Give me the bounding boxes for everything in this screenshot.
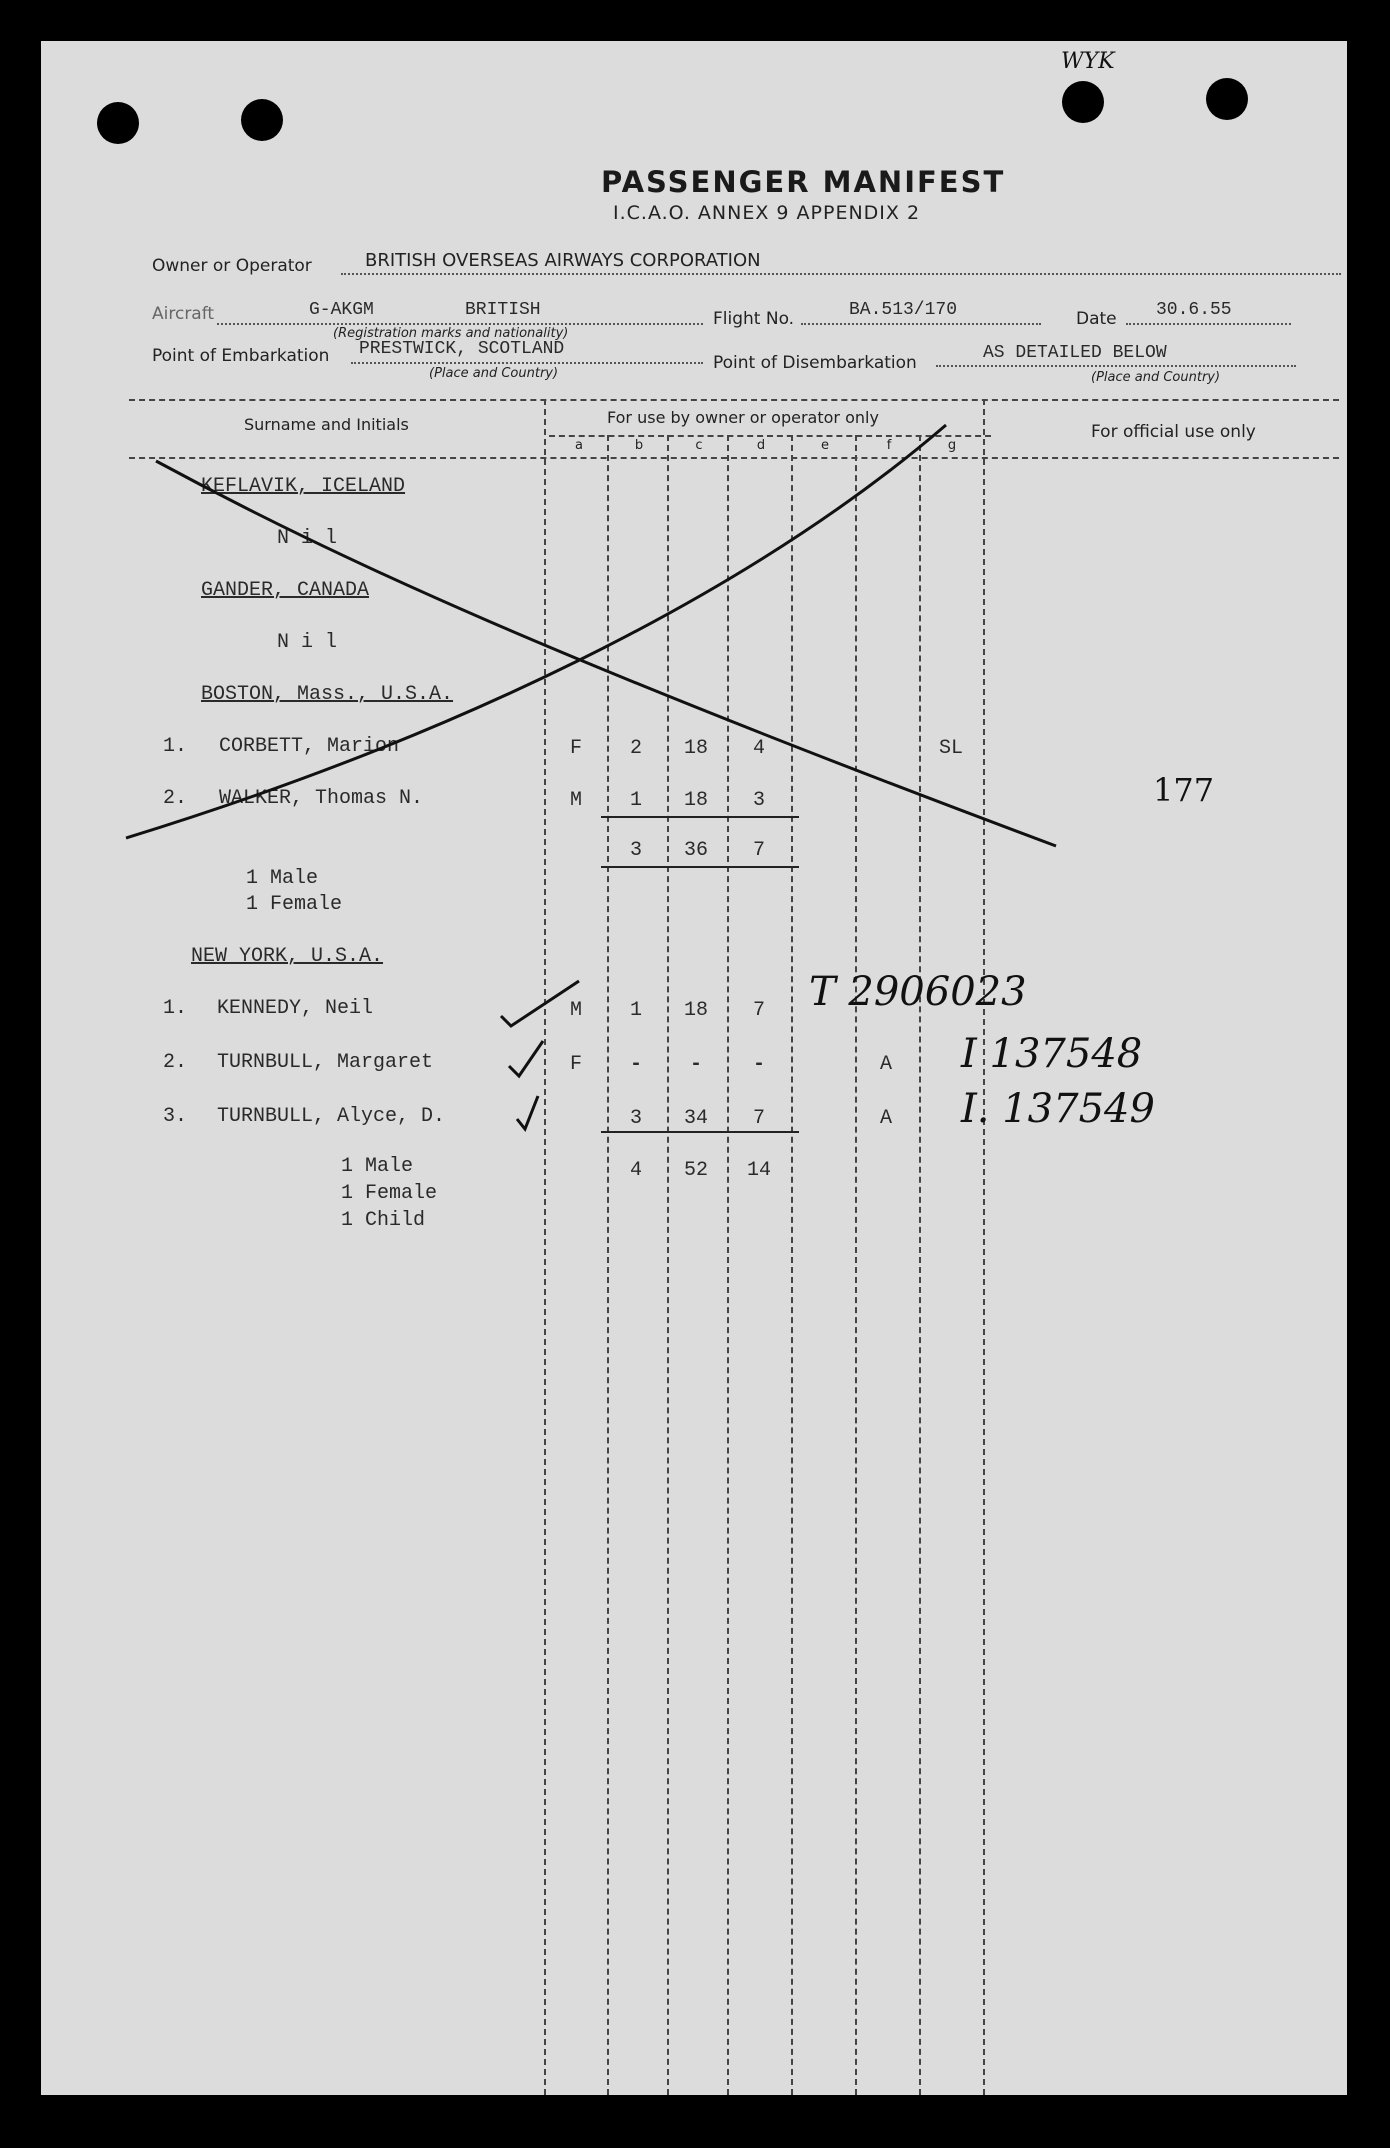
passenger-name: KENNEDY, Neil xyxy=(217,997,374,1020)
disembarkation-label: Point of Disembarkation xyxy=(713,353,917,373)
summary-line: 1 Female xyxy=(246,893,343,916)
cell-b: 2 xyxy=(629,737,642,760)
cell-c: 34 xyxy=(683,1107,708,1130)
total-b: 4 xyxy=(629,1159,642,1182)
cell-c: 18 xyxy=(683,789,708,812)
subcol-d: d xyxy=(756,438,766,453)
flight-number: BA.513/170 xyxy=(849,300,958,320)
aircraft-caption: (Registration marks and nationality) xyxy=(333,326,569,341)
cross-out-stroke xyxy=(126,425,946,838)
row-number: 3. xyxy=(163,1105,188,1128)
check-mark xyxy=(509,1041,543,1076)
nil-keflavik: N i l xyxy=(277,527,338,550)
cell-f: A xyxy=(879,1053,892,1076)
total-b: 3 xyxy=(629,839,642,862)
destination-new-york: NEW YORK, U.S.A. xyxy=(191,945,384,968)
aircraft-nationality: BRITISH xyxy=(465,300,541,320)
manifest-sheet xyxy=(41,41,1347,2095)
cell-b: 1 xyxy=(629,999,642,1022)
cell-d: 4 xyxy=(752,737,765,760)
page-subtitle: I.C.A.O. ANNEX 9 APPENDIX 2 xyxy=(613,202,921,224)
subcol-c: c xyxy=(695,438,703,453)
cell-a: F xyxy=(569,1053,582,1076)
disembarkation-caption: (Place and Country) xyxy=(1091,370,1221,385)
owner-value: BRITISH OVERSEAS AIRWAYS CORPORATION xyxy=(365,250,761,271)
column-official-use: For official use only xyxy=(1091,422,1256,442)
cell-a: M xyxy=(569,789,582,812)
subcol-a: a xyxy=(575,438,583,453)
passenger-name: TURNBULL, Alyce, D. xyxy=(217,1105,446,1128)
cell-c: 18 xyxy=(683,737,708,760)
passenger-name: TURNBULL, Margaret xyxy=(217,1051,434,1074)
handwritten-marks xyxy=(41,41,1347,2095)
subcol-g: g xyxy=(947,438,957,453)
cell-d: 7 xyxy=(752,1107,765,1130)
check-mark xyxy=(517,1096,538,1129)
cell-d: 7 xyxy=(752,999,765,1022)
owner-label: Owner or Operator xyxy=(152,256,312,276)
official-note: 177 xyxy=(1153,771,1215,809)
total-d: 14 xyxy=(746,1159,771,1182)
aircraft-registration: G-AKGM xyxy=(309,300,374,320)
aircraft-label: Aircraft xyxy=(152,304,215,324)
cell-d: - xyxy=(752,1053,765,1076)
row-number: 2. xyxy=(163,1051,188,1074)
handwritten-passport-number: I 137548 xyxy=(961,1031,1143,1077)
date-value: 30.6.55 xyxy=(1156,300,1232,320)
cell-a: M xyxy=(569,999,582,1022)
embarkation-caption: (Place and Country) xyxy=(429,366,559,381)
subcol-e: e xyxy=(821,438,829,453)
summary-line: 1 Male xyxy=(341,1155,414,1178)
check-mark xyxy=(501,981,579,1026)
destination-gander: GANDER, CANADA xyxy=(201,579,370,602)
summary-line: 1 Child xyxy=(341,1209,426,1232)
handwritten-passport-number: T 2906023 xyxy=(809,969,1027,1015)
cell-c: 18 xyxy=(683,999,708,1022)
disembarkation-value: AS DETAILED BELOW xyxy=(983,343,1167,363)
cell-b: 1 xyxy=(629,789,642,812)
nil-gander: N i l xyxy=(277,631,338,654)
cell-d: 3 xyxy=(752,789,765,812)
total-c: 36 xyxy=(683,839,708,862)
passenger-name: WALKER, Thomas N. xyxy=(219,787,424,810)
column-owner-use: For use by owner or operator only xyxy=(607,408,879,427)
cell-b: - xyxy=(629,1053,642,1076)
destination-boston: BOSTON, Mass., U.S.A. xyxy=(201,683,454,706)
passenger-name: CORBETT, Marion xyxy=(219,735,400,758)
handwritten-passport-number: I. 137549 xyxy=(961,1086,1155,1132)
subcol-f: f xyxy=(886,438,892,453)
summary-line: 1 Female xyxy=(341,1182,438,1205)
flight-label: Flight No. xyxy=(713,309,795,329)
embarkation-label: Point of Embarkation xyxy=(152,346,330,366)
cell-a: F xyxy=(569,737,582,760)
column-surname: Surname and Initials xyxy=(244,415,409,434)
destination-keflavik: KEFLAVIK, ICELAND xyxy=(201,475,406,498)
cell-g: SL xyxy=(938,737,963,760)
total-c: 52 xyxy=(683,1159,708,1182)
page-title: PASSENGER MANIFEST xyxy=(601,165,1006,199)
cross-out-stroke xyxy=(156,461,1056,846)
cell-f: A xyxy=(879,1107,892,1130)
row-number: 2. xyxy=(163,787,188,810)
date-label: Date xyxy=(1076,309,1117,329)
cell-b: 3 xyxy=(629,1107,642,1130)
row-number: 1. xyxy=(163,735,188,758)
cell-c: - xyxy=(689,1053,702,1076)
corner-note: WYK xyxy=(1061,49,1115,74)
total-d: 7 xyxy=(752,839,765,862)
subcol-b: b xyxy=(634,438,644,453)
embarkation-value: PRESTWICK, SCOTLAND xyxy=(359,339,565,359)
row-number: 1. xyxy=(163,997,188,1020)
summary-line: 1 Male xyxy=(246,867,319,890)
